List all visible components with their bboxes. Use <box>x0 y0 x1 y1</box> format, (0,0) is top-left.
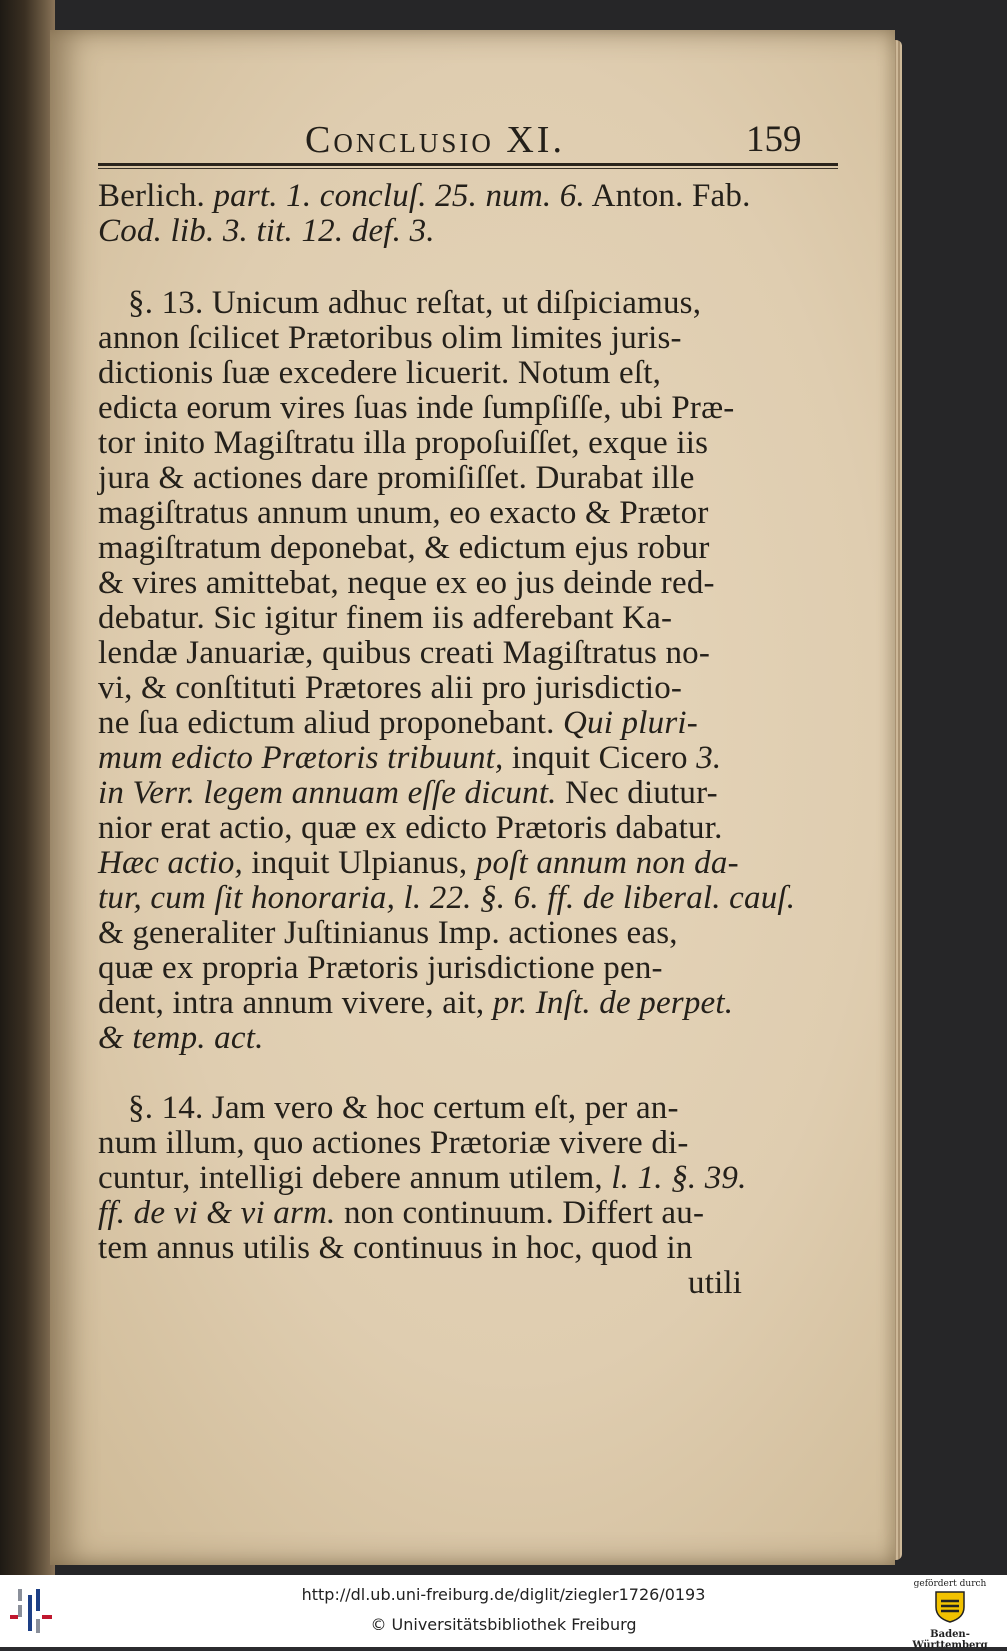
text-segment: inquit Cicero <box>503 740 697 776</box>
header-rule-thin <box>98 168 838 169</box>
italic-citation: l. 1. §. 39. <box>611 1160 747 1196</box>
italic-citation: ff. de vi & vi arm. <box>98 1195 336 1231</box>
text-line <box>98 635 710 671</box>
text-line <box>128 1090 679 1126</box>
footer <box>0 1575 1007 1651</box>
text-segment: magiſtratus annum unum, eo exacto & Prætor <box>98 495 709 531</box>
italic-citation: Hæc actio, <box>98 845 243 881</box>
text-segment: edicta eorum vires ſuas inde ſumpſiſſe, ubi Præ- <box>98 390 735 426</box>
text-segment: jura & actiones dare promiſiſſet. Durabat ille <box>98 460 695 496</box>
text-segment: utili <box>688 1265 743 1301</box>
text-segment: dent, intra annum vivere, ait, <box>98 985 493 1021</box>
italic-citation: Qui pluri- <box>563 705 698 741</box>
header-rule <box>98 163 838 166</box>
text-line <box>98 670 682 706</box>
text-line <box>98 810 723 846</box>
text-line <box>98 390 734 426</box>
text-line <box>98 495 709 531</box>
text-segment: dictionis ſuæ excedere licuerit. Notum eſt, <box>98 355 662 391</box>
text-line <box>98 705 698 741</box>
text-line <box>98 320 682 356</box>
state-coat-of-arms-icon <box>932 1589 968 1623</box>
text-segment: magiſtratum deponebat, & edictum ejus robur <box>98 530 710 566</box>
text-line <box>98 565 715 601</box>
text-segment: Berlich. <box>98 178 214 214</box>
footer-copyright: © Universitätsbibliothek Freiburg <box>370 1615 637 1634</box>
text-segment: lendæ Januariæ, quibus creati Magiſtratus no- <box>98 635 711 671</box>
text-line <box>98 530 710 566</box>
text-line <box>688 1265 742 1301</box>
text-segment: Anton. Fab. <box>584 178 751 214</box>
italic-citation: 3. <box>696 740 722 776</box>
sponsor-block <box>900 1577 1000 1651</box>
text-segment: & generaliter Juſtinianus Imp. actiones eas, <box>98 915 678 951</box>
italic-citation: poſt annum non da- <box>475 845 739 881</box>
text-line <box>98 1125 689 1161</box>
text-line <box>98 460 695 496</box>
text-segment: ne ſua edictum aliud proponebant. <box>98 705 563 741</box>
text-line <box>98 213 435 249</box>
text-segment: & vires amittebat, neque ex eo jus deinde red- <box>98 565 715 601</box>
running-title: Conclusio XI. <box>305 119 565 161</box>
text-line <box>98 1195 704 1231</box>
text-line <box>98 355 661 391</box>
text-segment: cuntur, intelligi debere annum utilem, <box>98 1160 612 1196</box>
text-line <box>98 1160 747 1196</box>
running-head <box>50 118 895 178</box>
italic-citation: Cod. lib. 3. tit. 12. def. 3. <box>98 213 435 249</box>
italic-citation: & temp. act. <box>98 1020 264 1056</box>
text-segment: non continuum. Differt au- <box>335 1195 705 1231</box>
text-line <box>98 1020 264 1056</box>
text-segment: vi, & conſtituti Prætores alii pro jurisdictio- <box>98 670 683 706</box>
text-line <box>98 915 678 951</box>
italic-citation: in Verr. legem annuam eſſe dicunt. <box>98 775 557 811</box>
text-line <box>98 845 739 881</box>
text-line <box>98 950 663 986</box>
italic-citation: part. 1. concluſ. 25. num. 6. <box>213 178 585 214</box>
text-segment: tor inito Magiſtratu illa propoſuiſſet, exque iis <box>98 425 709 461</box>
text-segment: debatur. Sic igitur finem iis adferebant Ka- <box>98 600 673 636</box>
text-line <box>98 178 751 214</box>
sponsor-name: Baden-Württemberg <box>912 1629 988 1651</box>
text-line <box>98 775 718 811</box>
text-segment: §. 14. Jam vero & hoc certum eſt, per an- <box>128 1090 679 1126</box>
text-line <box>98 740 721 776</box>
text-segment: tem annus utilis & continuus in hoc, quod in <box>98 1230 693 1266</box>
text-segment: quæ ex propria Prætoris jurisdictione pen- <box>98 950 663 986</box>
text-segment: inquit Ulpianus, <box>242 845 476 881</box>
footer-url-link[interactable]: http://dl.ub.uni-freiburg.de/diglit/ziegler1726/0193 <box>301 1585 706 1604</box>
italic-citation: mum edicto Prætoris tribuunt, <box>98 740 504 776</box>
text-line <box>98 600 672 636</box>
text-segment: §. 13. Unicum adhuc reſtat, ut diſpiciamus, <box>128 285 702 321</box>
book-page <box>50 30 895 1565</box>
text-line <box>98 425 708 461</box>
text-segment: annon ſcilicet Prætoribus olim limites juris- <box>98 320 682 356</box>
text-line <box>98 985 733 1021</box>
italic-citation: pr. Inſt. de perpet. <box>492 985 734 1021</box>
text-line <box>98 1230 693 1266</box>
text-line <box>128 285 701 321</box>
text-segment: Nec diutur- <box>556 775 718 811</box>
text-line <box>98 880 795 916</box>
page-number: 159 <box>746 119 802 160</box>
book-spine <box>0 0 55 1575</box>
text-segment: nior erat actio, quæ ex edicto Prætoris dabatur. <box>98 810 723 846</box>
italic-citation: tur, cum ſit honoraria, l. 22. §. 6. ff. de liberal. cauſ. <box>98 880 796 916</box>
text-segment: num illum, quo actiones Prætoriæ vivere di- <box>98 1125 689 1161</box>
sponsor-label: gefördert durch <box>913 1579 987 1589</box>
